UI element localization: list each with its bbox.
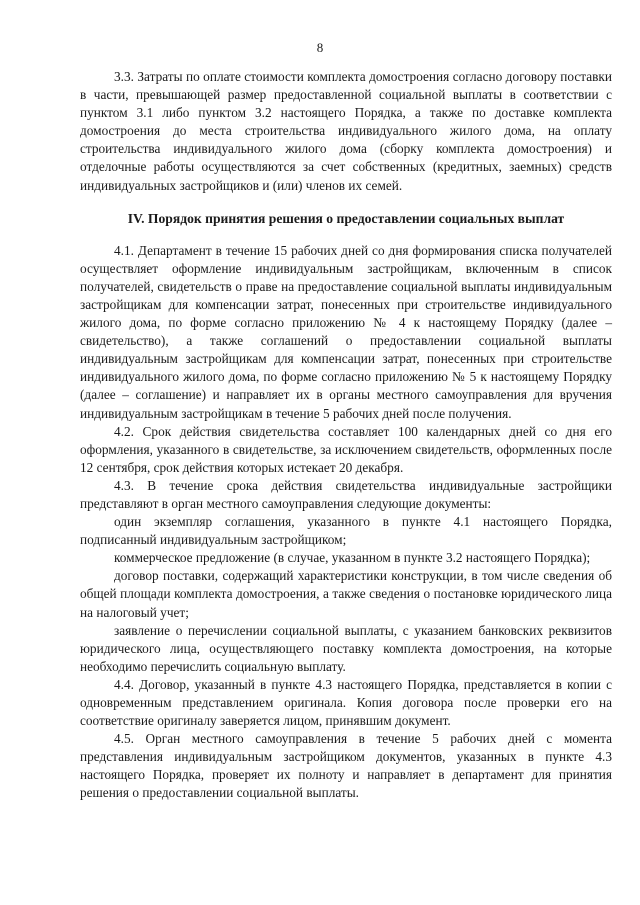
paragraph-4-3: 4.3. В течение срока действия свидетельства индивидуальные застройщики представляют в орган местного самоуправления следующие документы:	[80, 477, 612, 511]
paragraph-3-3: 3.3. Затраты по оплате стоимости комплекта домостроения согласно договору поставки в части, превышающей размер предоставленной социальной выплаты в соответствии с пунктом 3.1 либо пунктом 3.2 настоящего Порядка, а также по доставке комплекта домостроения до места строительства индивидуального жилого дома, на оплату строительства индивидуального жилого дома (сборку комплекта домостроения) и отделочные работы осуществляются за счет собственных (кредитных, заемных) средств индивидуальных застройщиков и (или) членов их семей.	[80, 69, 612, 193]
paragraph-4-5: 4.5. Орган местного самоуправления в течение 5 рабочих дней с момента представления индивидуальным застройщиком документов, указанных в пункте 4.3 настоящего Порядка, проверяет их полноту и направляет в департамент для принятия решения о предоставлении социальной выплаты.	[80, 731, 612, 801]
document-body	[80, 68, 612, 803]
list-item-commercial-offer: коммерческое предложение (в случае, указанном в пункте 3.2 настоящего Порядка);	[114, 550, 591, 566]
list-item-agreement: один экземпляр соглашения, указанного в пункте 4.1 настоящего Порядка, подписанный индивидуальным застройщиком;	[80, 514, 612, 548]
list-item-supply-contract: договор поставки, содержащий характеристики конструкции, в том числе сведения об общей площади комплекта домостроения, а также сведения о постановке юридического лица на налоговый учет;	[80, 568, 612, 620]
paragraph-4-2: 4.2. Срок действия свидетельства составляет 100 календарных дней со дня его оформления, указанного в свидетельстве, за исключением свидетельств, оформленных после 12 сентября, срок действия которых истекает 20 декабря.	[80, 423, 612, 475]
section-heading: IV. Порядок принятия решения о предоставлении социальных выплат	[127, 210, 565, 226]
list-item-payment-application: заявление о перечислении социальной выплаты, с указанием банковских реквизитов юридического лица, осуществляющего поставку комплекта домостроения, на которые необходимо перечислить социальную выплату.	[80, 622, 612, 674]
paragraph-4-1: 4.1. Департамент в течение 15 рабочих дней со дня формирования списка получателей осуществляет оформление индивидуальным застройщикам, включенным в список получателей, свидетельств о праве на предоставление социальной выплаты индивидуальным застройщикам для компенсации затрат, понесенных при строительстве индивидуального жилого дома, по форме согласно приложению № 4 к настоящему Порядку (далее – свидетельство), а также соглашений о предоставлении социальной выплаты индивидуальным застройщикам для компенсации затрат, понесенных при строительстве индивидуального жилого дома, по форме согласно приложению № 5 к настоящему Порядку (далее – соглашение) и направляет их в органы местного самоуправления для вручения индивидуальным застройщикам в течение 5 рабочих дней после получения.	[80, 242, 612, 421]
page-number: 8	[316, 40, 324, 55]
paragraph-4-4: 4.4. Договор, указанный в пункте 4.3 настоящего Порядка, представляется в копии с одновременным представлением оригинала. Копия договора после проверки его на соответствие оригиналу заверяется лицом, принявшим документ.	[80, 676, 612, 729]
